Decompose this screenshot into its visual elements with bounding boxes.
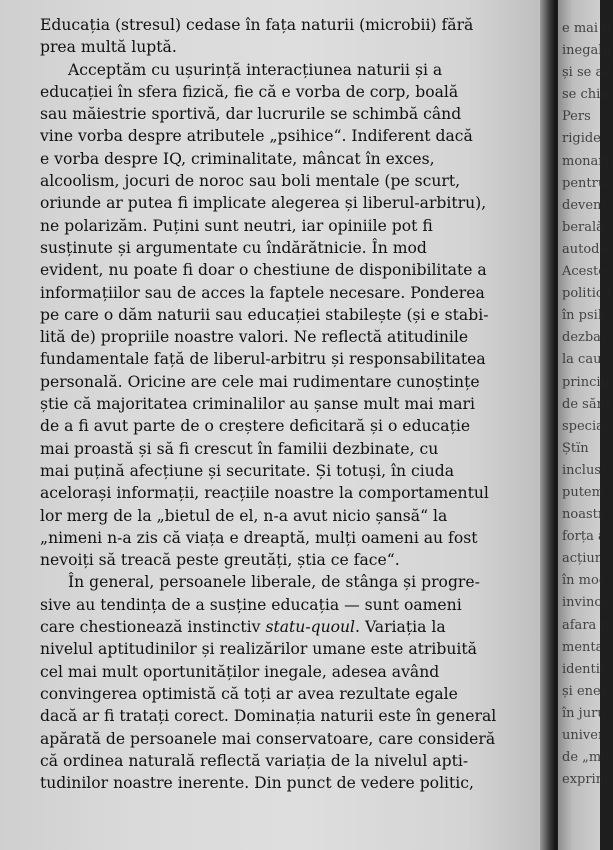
adjacent-page-fragment: Pers (562, 109, 591, 125)
adjacent-page-fragment: invinov (562, 595, 610, 611)
text-line: pe care o dăm naturii sau educației stabilește (și e stabi- (40, 305, 489, 324)
adjacent-page-fragment: e mai p (562, 21, 611, 36)
text-line: oriunde ar putea fi implicate alegerea și liberul-arbitru), (40, 194, 487, 213)
text-line: e vorba despre IQ, criminalitate, mâncat în exces, (40, 149, 435, 168)
adjacent-page-text (562, 18, 613, 791)
adjacent-page-fragment: inclusi (562, 462, 606, 478)
text-line: lită de) propriile noastre valori. Ne reflectă atitudinile (40, 328, 469, 347)
text-line: susținute și argumentate cu îndărătnicie. În mod (40, 238, 427, 257)
text-line: „nimeni n-a zis că viața e dreaptă, mulți oameni au fost (40, 528, 478, 547)
text-line: vine vorba despre atributele „psihice“. Indiferent dacă (40, 127, 473, 146)
adjacent-page-fragment: putem (562, 484, 604, 500)
text-line: nevoiți să treacă peste greutăți, știa ce face“. (40, 551, 400, 570)
text-line: alcoolism, jocuri de noroc sau boli mentale (pe scurt, (40, 172, 461, 191)
adjacent-page-fragment: princip (562, 374, 609, 390)
adjacent-page-fragment: în psih (562, 308, 607, 324)
adjacent-page-fragment: univer (562, 728, 605, 743)
adjacent-page-fragment: de sănă (562, 396, 613, 412)
text-line: ne polarizăm. Puțini sunt neutri, iar opiniile pot fi (40, 216, 433, 235)
adjacent-page-fragment: și ener (562, 683, 607, 699)
adjacent-page-fragment: se chim (562, 87, 613, 103)
adjacent-page-fragment: menta (562, 639, 604, 655)
adjacent-page-fragment: inegalit (562, 43, 612, 59)
text-line: apărată de persoanele mai conservatoare, care consideră (40, 729, 496, 748)
text-line: fundamentale față de liberul-arbitru și responsabilitatea (40, 350, 486, 369)
text-line: știe că majoritatea criminalilor au șanse mult mai mari (40, 395, 475, 414)
adjacent-page-fragment: forța a (562, 529, 606, 545)
text-line: tudinilor noastre inerente. Din punct de vedere politic, (40, 774, 474, 793)
text-line: Acceptăm cu ușurință interacțiunea naturii și a (68, 60, 443, 79)
adjacent-page-fragment: de „mo (562, 750, 610, 766)
adjacent-page-fragment: în moc (562, 573, 607, 589)
adjacent-page-fragment: și se ad (562, 65, 612, 81)
adjacent-page-fragment: dezbat (562, 330, 607, 346)
adjacent-page-fragment: special (562, 418, 609, 434)
text-line: de a fi avut parte de o creștere deficitară și o educație (40, 417, 471, 436)
adjacent-page-fragment: monarh (562, 153, 613, 169)
adjacent-page-fragment: rigide, (562, 131, 605, 147)
text-line: prea multă luptă. (40, 38, 177, 57)
page-body-text (40, 14, 540, 794)
text-line: informațiilor sau de acces la faptele necesare. Ponderea (40, 283, 485, 302)
adjacent-page-fragment: deveni (562, 197, 606, 213)
adjacent-page-fragment: exprim (562, 772, 609, 788)
text-line: nivelul aptitudinilor și realizărilor umane este atribuită (40, 640, 477, 659)
adjacent-page-fragment: la cauz (562, 352, 609, 368)
adjacent-page-fragment: afara p (562, 617, 609, 633)
adjacent-page-fragment: acțiun (562, 551, 604, 567)
adjacent-page-fragment: Aceste (562, 264, 606, 280)
adjacent-page-fragment: pentru (562, 175, 607, 191)
text-line: Educația (stresul) cedase în fața naturii (microbii) fără (40, 16, 474, 34)
text-line: acelorași informații, reacțiile noastre la comportamentul (40, 484, 489, 503)
text-line: personală. Oricine are cele mai rudimentare cunoștințe (40, 372, 480, 391)
text-line: convingerea optimistă că toți ar avea rezultate egale (40, 684, 458, 703)
adjacent-page-fragment: Ștïn (562, 440, 589, 456)
text-line: cel mai mult oportunităților inegale, adesea având (40, 662, 440, 681)
text-line: mai puțină afecțiune și securitate. Și totuși, în ciuda (40, 461, 455, 480)
adjacent-page-fragment: autode (562, 241, 608, 257)
text-line: lor merg de la „bietul de el, n-a avut nicio șansă“ la (40, 506, 448, 525)
text-line: mai proastă și să fi crescut în familii dezbinate, cu (40, 439, 439, 458)
text-line: sau măiestrie sportivă, dar lucrurile se schimbă când (40, 105, 462, 124)
adjacent-page-edge (558, 0, 613, 850)
text-line: care chestionează instinctiv statu-quoul. Variația la (40, 618, 446, 637)
text-line: evident, nu poate fi doar o chestiune de disponibilitate a (40, 261, 487, 280)
adjacent-page-fragment: noastr (562, 507, 605, 523)
text-line: dacă ar fi tratați corect. Dominația naturii este în general (40, 707, 497, 726)
text-line: educației în sfera fizică, fie că e vorba de corp, boală (40, 82, 459, 101)
adjacent-page-fragment: berală (562, 219, 604, 235)
adjacent-page-fragment: identit (562, 661, 606, 677)
text-line: sive au tendința de a susține educația — sunt oameni (40, 595, 462, 614)
adjacent-page-fragment: politica (562, 286, 611, 302)
adjacent-page-fragment: în juru (562, 705, 606, 721)
text-line: că ordinea naturală reflectă variația de la nivelul apti- (40, 751, 469, 770)
text-line: În general, persoanele liberale, de stânga și progre- (68, 573, 480, 592)
